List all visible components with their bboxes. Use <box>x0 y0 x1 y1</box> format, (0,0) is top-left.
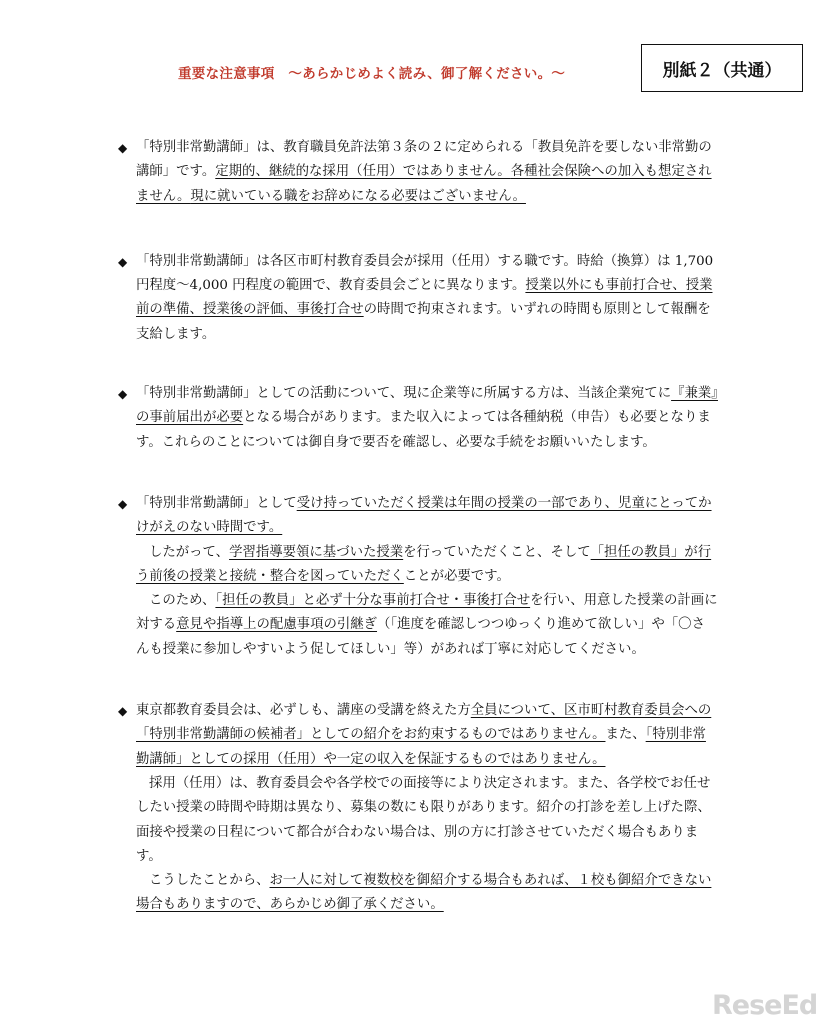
notice-paragraph <box>136 250 718 347</box>
notice-paragraph <box>136 772 718 869</box>
text-segment: したがって、 <box>149 544 230 560</box>
text-segment: このため、 <box>149 593 216 609</box>
underlined-text: 「担任の教員」が行う前後の授業と接続・整合を図っていただく <box>136 544 712 584</box>
underlined-text: 定期的、継続的な採用（任用）ではありません。 <box>215 164 511 180</box>
text-segment: 「特別非常勤講師」は、教育職員免許法第３条の２に定められる「教員免許を要しない非常勤の講師」です。 <box>136 140 712 180</box>
underlined-text: 現に就いている職をお辞めになる必要はございません。 <box>190 188 526 204</box>
underlined-text: 各種社会保険への加入も想定されません。 <box>136 164 712 204</box>
notice-paragraph <box>136 382 718 455</box>
header-title: 重要な注意事項 ～あらかじめよく読み、御了解ください。～ <box>178 66 566 82</box>
text-segment: 「特別非常勤講師」として <box>136 495 297 511</box>
underlined-text: 「担任の教員」と必ず十分な事前打合せ・事後打合せ <box>215 593 531 609</box>
notice-content <box>118 136 718 955</box>
text-segment: こうしたことから、 <box>149 873 270 889</box>
underlined-text: 全員について、区市町村教育委員会への「特別非常勤講師の候補者」としての紹介をお約束するものではありません。 <box>136 703 712 743</box>
notice-item <box>118 382 718 455</box>
text-segment: また、 <box>605 727 646 743</box>
text-segment: 「特別非常勤講師」は各区市町村教育委員会が採用（任用）する職です。時給（換算）は 1,700 円程度～4,000 円程度の範囲で、教育委員会ごとに異なります。 <box>136 253 714 294</box>
bullet-diamond-icon: ◆ <box>118 496 128 511</box>
bullet-diamond-icon: ◆ <box>118 254 128 269</box>
underlined-text: 『兼業』の事前届出が必要 <box>136 386 718 426</box>
resemom-logo: ReseEd <box>712 990 818 1021</box>
notice-paragraph <box>136 541 718 590</box>
notice-paragraph <box>136 492 718 541</box>
bullet-diamond-icon: ◆ <box>118 141 128 155</box>
notice-item <box>118 136 718 209</box>
notice-item <box>118 699 718 918</box>
text-segment: 東京都教育委員会は、必ずしも、講座の受講を終えた方 <box>136 703 471 719</box>
underlined-text: 学習指導要領に基づいた授業 <box>229 544 404 560</box>
notice-item <box>118 250 718 347</box>
bullet-diamond-icon: ◆ <box>118 704 128 719</box>
text-segment: 採用（任用）は、教育委員会や各学校での面接等により決定されます。また、各学校でお任せしたい授業の時間や時期は異なり、募集の数にも限りがあります。紹介の打診を差し上げた際、面接や授業の日程について都合が合わない場合は、別の方に打診させていただく場合もあります。 <box>136 775 711 864</box>
appendix-label-box: 別紙２（共通） <box>641 44 803 92</box>
text-segment: となる場合があります。また収入によっては各種納税（申告）も必要となります。これらのことについては御自身で要否を確認し、必要な手続をお願いいたします。 <box>136 410 711 450</box>
text-segment: を行い、用意した授業の計画に対する <box>136 593 718 633</box>
notice-paragraph <box>136 869 718 918</box>
text-segment: （「進度を確認しつつゆっくり進めて欲しい」や「〇さんも授業に参加しやすいよう促してほしい」等）があれば丁寧に対応してください。 <box>136 617 705 657</box>
text-segment: の時間で拘束されます。いずれの時間も原則として報酬を支給します。 <box>136 302 711 342</box>
bullet-diamond-icon: ◆ <box>118 387 128 402</box>
text-segment: 「特別非常勤講師」としての活動について、現に企業等に所属する方は、当該企業宛てに <box>136 386 672 402</box>
underlined-text: 受け持っていただく授業は年間の授業の一部であり、児童にとってかけがえのない時間です。 <box>136 495 712 536</box>
text-segment: を行っていただくこと、そして <box>403 544 591 560</box>
notice-paragraph <box>136 136 718 209</box>
underlined-text: お一人に対して複数校を御紹介する場合もあれば、１校も御紹介できない場合もありますので、あらかじめ御了承ください。 <box>136 873 712 913</box>
text-segment: ことが必要です。 <box>403 568 510 584</box>
notice-paragraph <box>136 589 718 662</box>
underlined-text: 意見や指導上の配慮事項の引継ぎ <box>176 617 378 633</box>
underlined-text: 授業以外にも事前打合せ、授業前の準備、授業後の評価、事後打合せ <box>136 278 713 318</box>
notice-item <box>118 492 718 662</box>
underlined-text: 「特別非常勤講師」としての採用（任用）や一定の収入を保証するものではありません。 <box>136 727 706 767</box>
notice-paragraph <box>136 699 718 772</box>
